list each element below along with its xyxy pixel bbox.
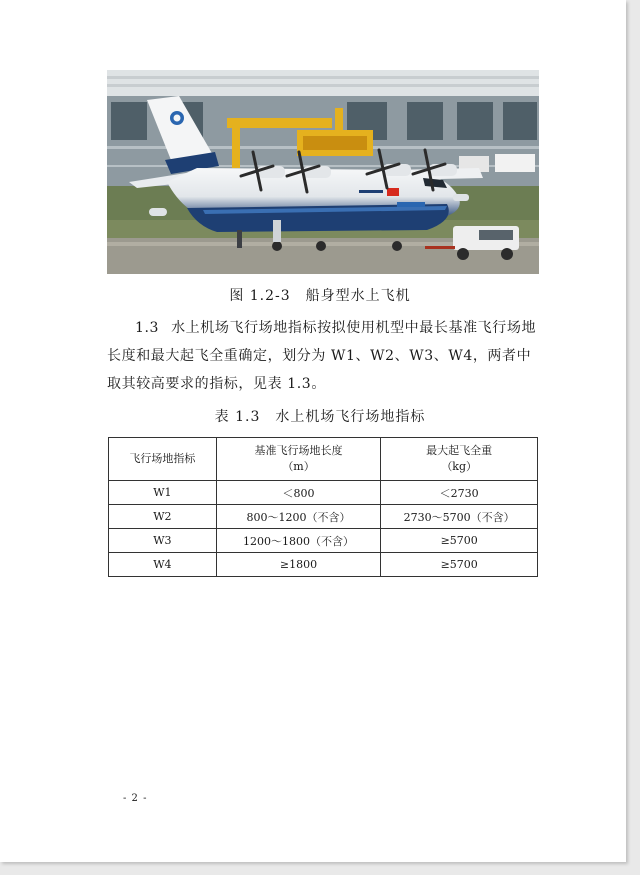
table-row: [109, 481, 538, 505]
header-weight: 最大起飞全重 （kg）: [381, 438, 538, 481]
paragraph-text: 水上机场飞行场地指标按拟使用机型中最长基准飞行场地长度和最大起飞全重确定，划分为 W1、W2、W3、W4，两者中取其较高要求的指标，见表 1.3。: [107, 320, 537, 392]
page-number: - 2 -: [123, 793, 148, 804]
cell-index: W4: [109, 553, 217, 577]
cell-weight: 2730～5700（不含）: [381, 505, 538, 529]
body-paragraph: [107, 314, 539, 398]
figure-caption: 图 1.2-3 船身型水上飞机: [229, 288, 411, 304]
cell-weight: ≥5700: [381, 529, 538, 553]
seaplane-photo: [107, 70, 539, 274]
table-row: [109, 529, 538, 553]
cell-length: 800～1200（不含）: [216, 505, 381, 529]
cell-length: ≥1800: [216, 553, 381, 577]
cell-length: 1200～1800（不含）: [216, 529, 381, 553]
cell-index: W1: [109, 481, 217, 505]
cell-index: W2: [109, 505, 217, 529]
header-index: 飞行场地指标: [109, 438, 217, 481]
cell-index: W3: [109, 529, 217, 553]
table-title: 表 1.3 水上机场飞行场地指标: [214, 409, 426, 425]
table-header-row: [109, 438, 538, 481]
cell-weight: ＜2730: [381, 481, 538, 505]
header-length: 基准飞行场地长度 （m）: [216, 438, 381, 481]
cell-length: ＜800: [216, 481, 381, 505]
table-row: [109, 553, 538, 577]
site-index-table: [108, 437, 538, 577]
cell-weight: ≥5700: [381, 553, 538, 577]
paragraph-number: 1.3: [135, 320, 160, 336]
table-row: [109, 505, 538, 529]
